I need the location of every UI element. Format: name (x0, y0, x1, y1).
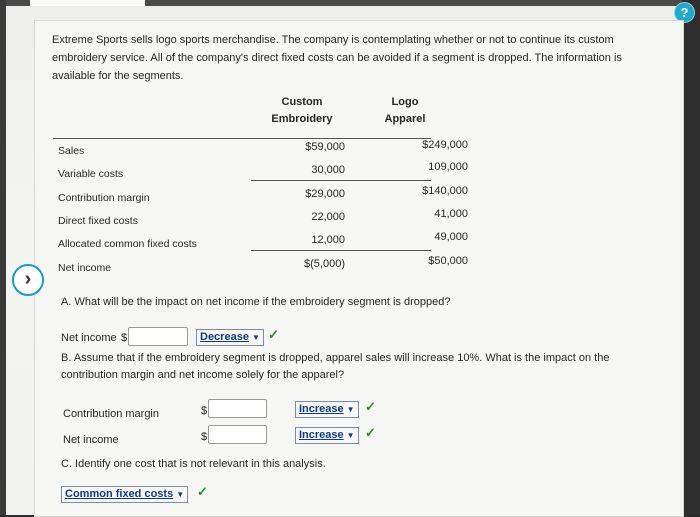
qb-ni-select[interactable] (295, 427, 359, 444)
cell-allocated-apparel: 49,000 (434, 231, 468, 243)
qa-dollar-sign: $ (121, 332, 128, 344)
cell-variable-apparel: 109,000 (428, 161, 468, 173)
cell-ni-apparel: $50,000 (428, 255, 468, 267)
header-custom-line2: Embroidery (271, 113, 333, 125)
row-label-net-income: Net income (58, 262, 112, 274)
total-divider (251, 250, 431, 251)
qa-select-value: Decrease (200, 331, 249, 343)
top-tab (30, 0, 145, 6)
chevron-down-icon: ▼ (251, 333, 260, 342)
cell-allocated-embroidery: 12,000 (311, 234, 345, 246)
qb-ni-label: Net income (63, 434, 119, 446)
header-logo-line2: Apparel (384, 113, 426, 125)
qa-net-income-label: Net income (61, 332, 117, 344)
cell-variable-embroidery: 30,000 (311, 164, 345, 176)
qb-cm-input[interactable] (208, 399, 267, 418)
question-b: B. Assume that if the embroidery segment is dropped, apparel sales will increase 10%. What is the impact on the contribution margin and net income solely for the apparel? (61, 352, 610, 381)
row-label-sales: Sales (58, 145, 85, 157)
cell-cm-embroidery: $29,000 (305, 188, 345, 200)
qa-net-income-input[interactable] (128, 327, 188, 346)
cell-cm-apparel: $140,000 (422, 185, 468, 197)
qb-cm-dollar: $ (201, 405, 208, 417)
cell-sales-embroidery: $59,000 (305, 141, 345, 153)
header-logo-line1: Logo (391, 96, 419, 108)
header-custom-embroidery (257, 94, 347, 128)
row-label-variable-costs: Variable costs (58, 168, 124, 180)
qb-ni-select-value: Increase (299, 429, 344, 441)
row-label-direct-fixed: Direct fixed costs (58, 215, 138, 227)
qb-cm-label: Contribution margin (63, 408, 159, 420)
qb-ni-input[interactable] (208, 425, 267, 444)
question-a: A. What will be the impact on net income if the embroidery segment is dropped? (61, 296, 451, 308)
row-label-allocated-common: Allocated common fixed costs (58, 238, 197, 250)
check-icon: ✓ (365, 425, 376, 440)
cell-ni-embroidery: $(5,000) (304, 258, 345, 270)
left-edge (0, 0, 6, 515)
chevron-down-icon: ▼ (176, 490, 185, 499)
cell-direct-apparel: 41,000 (434, 208, 468, 220)
chevron-down-icon: ▼ (346, 431, 355, 440)
header-custom-line1: Custom (281, 96, 323, 108)
question-c: C. Identify one cost that is not relevant in this analysis. (61, 458, 326, 470)
qb-cm-select[interactable] (295, 401, 359, 418)
qa-net-income-select[interactable] (196, 329, 264, 346)
question-card (34, 20, 684, 517)
qb-cm-select-value: Increase (299, 403, 344, 415)
subtotal-divider (251, 180, 431, 181)
qb-ni-dollar: $ (201, 431, 208, 443)
problem-intro: Extreme Sports sells logo sports merchandise. The company is contemplating whether or not to continue its custom embroidery service. All of the company's direct fixed costs can be avoided if a segment is dropped. The information is available for the segments. (52, 34, 622, 82)
check-icon: ✓ (365, 399, 376, 414)
header-logo-apparel (355, 94, 455, 128)
check-icon: ✓ (197, 484, 208, 499)
qc-select-value: Common fixed costs (65, 488, 174, 500)
next-arrow-icon[interactable]: › (12, 264, 44, 296)
cell-sales-apparel: $249,000 (422, 139, 468, 151)
qc-select[interactable] (61, 486, 188, 503)
help-icon[interactable]: ? (674, 2, 695, 23)
chevron-down-icon: ▼ (346, 405, 355, 414)
check-icon: ✓ (268, 327, 279, 342)
cell-direct-embroidery: 22,000 (311, 211, 345, 223)
row-label-contribution-margin: Contribution margin (58, 192, 150, 204)
right-edge (682, 0, 700, 515)
